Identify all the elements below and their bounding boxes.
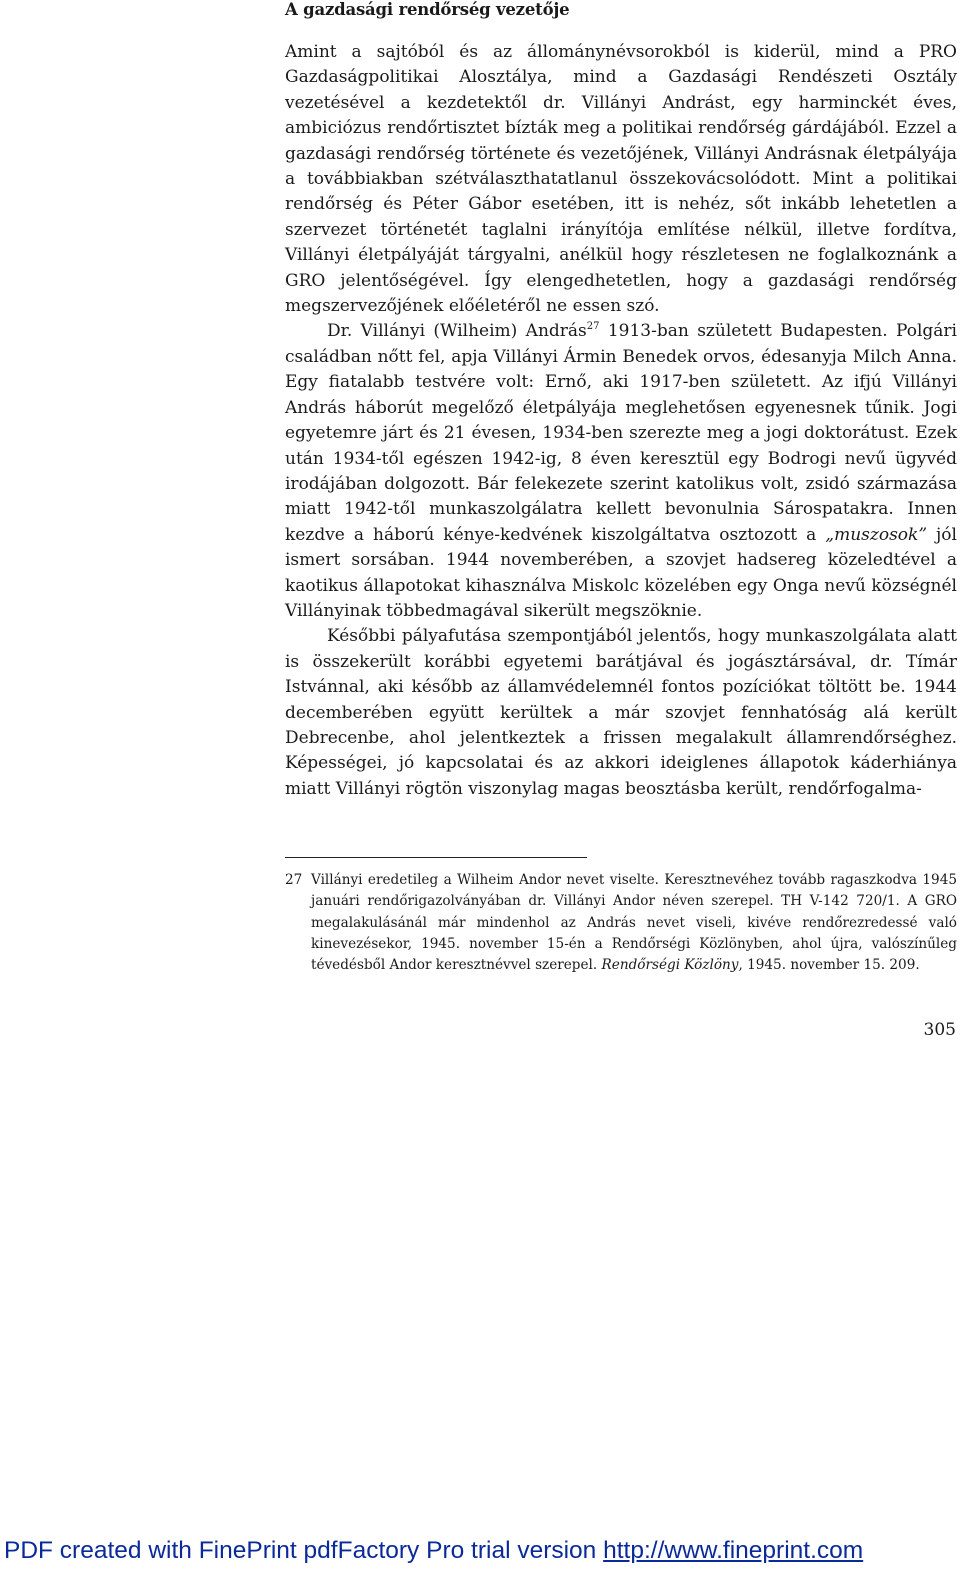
trial-banner (4, 1537, 863, 1565)
paragraph-1: Amint a sajtóból és az állománynévsorokból is kiderül, mind a PRO Gazdaságpolitikai Alosztálya, mind a Gazdasági Rendészeti Osztály vezetésével a kezdetektől dr. Villányi Andrást, egy harminckét éves, ambiciózus rendőrtisztet bízták meg a politikai rendőrség gárdájából. Ezzel a gazdasági rendőrség története és vezetőjének, Villányi Andrásnak életpályája a továbbiakban szétválaszthatatlanul összekovácsolódott. Mint a politikai rendőrség és Péter Gábor esetében, itt is nehéz, sőt inkább lehetetlen a szervezet történetét taglalni irányítója említése nélkül, illetve fordítva, Villányi életpályáját tárgyalni, anélkül hogy részletesen ne foglalkoznánk a GRO jelentőségével. Így elengedhetetlen, hogy a gazdasági rendőrség megszervezőjének előéletéről ne essen szó. (285, 42, 957, 317)
body-text (285, 40, 957, 802)
paragraph-3: Későbbi pályafutása szempontjából jelentős, hogy munkaszolgálata alatt is összekerült korábbi egyetemi barátjával és jogásztársával, dr. Tímár Istvánnal, aki később az államvédelemnél fontos pozíciókat töltött be. 1944 decemberében együtt kerültek a már szovjet fennhatóság alá került Debrecenbe, ahol jelentkeztek a frissen megalakult államrendőrséghez. Képességei, jó kapcsolatai és az akkori ideiglenes állapotok káderhiánya miatt Villányi rögtön viszonylag magas beosztásba került, rendőrfogalma- (285, 626, 957, 799)
footnote-source-tail: , 1945. november 15. 209. (738, 957, 920, 974)
footnote-divider (285, 857, 587, 858)
paragraph-2-quote: „muszosok” (825, 524, 928, 545)
footnote-number: 27 (285, 872, 303, 888)
section-title: A gazdasági rendőrség vezetője (285, 0, 570, 19)
page-number: 305 (923, 1020, 956, 1040)
paragraph-2-middle: 1913-ban született Budapesten. Polgári családban nőtt fel, apja Villányi Ármin Benedek orvos, édesanyja Milch Anna. Egy fiatalabb testvére volt: Ernő, aki 1917-ben született. Az ifjú Villányi András háborút megelőző életpályája meglehetősen egyenesnek tűnik. Jogi egyetemre járt és 21 évesen, 1934-ben szerezte meg a jogi doktorátust. Ezek után 1934-től egészen 1942-ig, 8 éven keresztül egy Bodrogi nevű ügyvéd irodájában dolgozott. Bár felekezete szerint katolikus volt, zsidó származása miatt 1942-től munkaszolgálatra kellett bevonulnia Sárospatakra. Innen kezdve a háború kénye-kedvének kiszolgáltatva osztozott a (285, 321, 957, 545)
paragraph-2-end: jól ismert sorsában. 1944 novemberében, a szovjet hadsereg közeledtével a kaotikus állapotokat kihasználva Miskolc közelében egy Onga nevű községnél Villányinak többedmagával sikerült megszöknie. (285, 524, 957, 621)
footnote (285, 870, 957, 976)
footnote-body (311, 870, 957, 976)
footnote-text: Villányi eredetileg a Wilheim Andor nevet viselte. Keresztnevéhez tovább ragaszkodva 1945 januári rendőrigazolványában dr. Villányi Andor néven szerepel. TH V-142 720/1. A GRO megalakulásánál már mindenhol az András nevet viseli, kivéve rendőrezredessé való kinevezésekor, 1945. november 15-én a Rendőrségi Közlönyben, ahol újra, valószínűleg tévedésből Andor keresztnévvel szerepel. (311, 872, 957, 974)
fineprint-link[interactable]: http://www.fineprint.com (603, 1537, 864, 1564)
footnote-source: Rendőrségi Közlöny (601, 957, 739, 974)
page-content (285, 0, 957, 802)
paragraph-2-start: Dr. Villányi (Wilheim) András (327, 321, 587, 342)
paragraph-2 (285, 319, 957, 624)
footnote-reference[interactable]: 27 (586, 321, 600, 333)
trial-banner-text: PDF created with FinePrint pdfFactory Pro trial version (4, 1537, 604, 1564)
